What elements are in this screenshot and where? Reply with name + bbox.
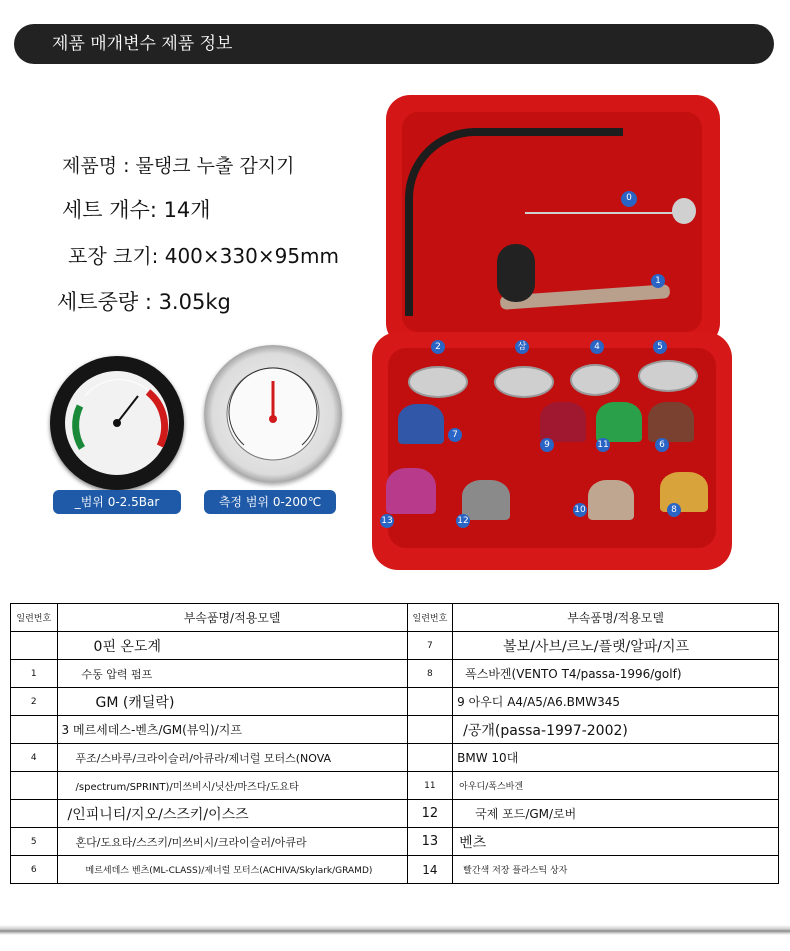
table-cell: 1 (11, 660, 58, 688)
table-cell: 2 (11, 688, 58, 716)
table-cell: 빨간색 저장 플라스틱 상자 (453, 856, 779, 884)
table-cell: /spectrum/SPRINT)/미쓰비시/닛산/마즈다/도요타 (57, 772, 407, 800)
table-cell: 11 (407, 772, 453, 800)
kit-part-number: 12 (457, 516, 469, 526)
temperature-range-badge: 측정 범위 0-200℃ (204, 490, 336, 514)
footer-divider (0, 925, 790, 935)
table-row (11, 856, 779, 884)
kit-part-number: 9 (540, 438, 554, 452)
section-header (14, 24, 774, 64)
table-cell (11, 632, 58, 660)
accessory-table (10, 603, 779, 884)
spec-package-size: 포장 크기: 400×330×95mm (68, 244, 340, 268)
kit-part-number: 2 (431, 340, 445, 354)
pressure-range-badge: _범위 0-2.5Bar (53, 490, 181, 514)
table-cell: 일련번호 (407, 604, 453, 632)
kit-part-number: 5 (653, 340, 667, 354)
table-cell: 일련번호 (11, 604, 58, 632)
table-cell: GM (캐딜락) (57, 688, 407, 716)
table-cell: 5 (11, 828, 58, 856)
table-cell: 혼다/도요타/스즈키/미쓰비시/크라이슬러/아큐라 (57, 828, 407, 856)
table-cell (11, 772, 58, 800)
table-cell: 수동 압력 펌프 (57, 660, 407, 688)
table-cell (407, 688, 453, 716)
spec-set-count: 세트 개수: 14개 (62, 198, 211, 222)
kit-part-number: 1 (651, 274, 665, 288)
table-cell: 4 (11, 744, 58, 772)
table-row (11, 688, 779, 716)
table-cell: 7 (407, 632, 453, 660)
table-cell: 8 (407, 660, 453, 688)
table-cell: 푸조/스바루/크라이슬러/아큐라/제너럴 모터스(NOVA (57, 744, 407, 772)
table-cell: 0핀 온도계 (57, 632, 407, 660)
table-row (11, 632, 779, 660)
table-cell (407, 744, 453, 772)
table-cell: /인피니티/지오/스즈키/이스즈 (57, 800, 407, 828)
table-cell: 부속품명/적용모델 (453, 604, 779, 632)
table-row (11, 828, 779, 856)
table-cell: 메르세데스 벤츠(ML-CLASS)/제너럴 모터스(ACHIVA/Skylark/GRAMD) (57, 856, 407, 884)
kit-part-number: 6 (655, 438, 669, 452)
table-cell: 12 (407, 800, 453, 828)
spec-weight: 세트중량 : 3.05kg (57, 290, 231, 314)
kit-part-number: 11 (597, 440, 609, 450)
table-cell: BMW 10대 (453, 744, 779, 772)
table-cell: 볼보/사브/르노/플랫/알파/지프 (453, 632, 779, 660)
table-cell: 9 아우디 A4/A5/A6.BMW345 (453, 688, 779, 716)
table-cell: 6 (11, 856, 58, 884)
kit-part-number: 10 (574, 505, 586, 515)
table-row (11, 716, 779, 744)
kit-part-number: 삼 (515, 340, 529, 354)
table-row (11, 660, 779, 688)
table-cell: 14 (407, 856, 453, 884)
table-row (11, 744, 779, 772)
table-row (11, 772, 779, 800)
temperature-gauge-image (204, 345, 342, 483)
table-cell: 벤츠 (453, 828, 779, 856)
kit-part-number: 13 (381, 516, 393, 526)
kit-part-number: 7 (448, 428, 462, 442)
kit-part-number: 4 (590, 340, 604, 354)
pressure-gauge-image (50, 356, 184, 490)
kit-part-number: 8 (667, 503, 681, 517)
section-title: 제품 매개변수 제품 정보 (52, 34, 233, 54)
table-cell (11, 716, 58, 744)
kit-part-number: 0 (621, 191, 637, 207)
table-cell: 13 (407, 828, 453, 856)
table-cell: 3 메르세데스-벤츠/GM(뷰익)/지프 (57, 716, 407, 744)
table-cell: 부속품명/적용모델 (57, 604, 407, 632)
table-cell (11, 800, 58, 828)
table-cell (407, 716, 453, 744)
table-cell: 아우디/폭스바겐 (453, 772, 779, 800)
table-cell: 국제 포드/GM/로버 (453, 800, 779, 828)
spec-product-name: 제품명 : 물탱크 누출 감지기 (62, 155, 295, 177)
table-cell: 폭스바겐(VENTO T4/passa-1996/golf) (453, 660, 779, 688)
table-cell: /공개(passa-1997-2002) (453, 716, 779, 744)
table-row (11, 800, 779, 828)
table-header-row (11, 604, 779, 632)
